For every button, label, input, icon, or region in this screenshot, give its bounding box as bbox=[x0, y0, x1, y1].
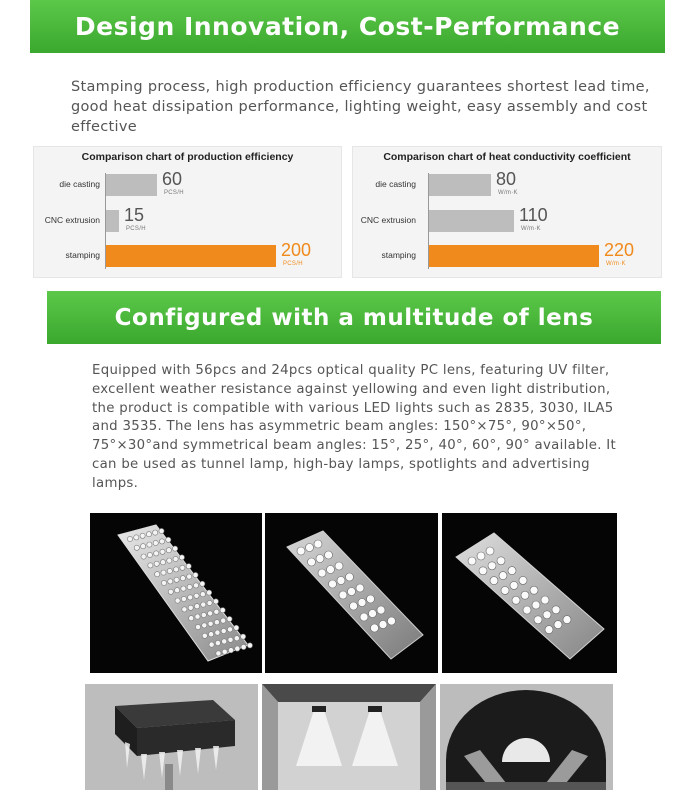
chart-bar bbox=[106, 210, 119, 232]
lens-dot bbox=[234, 636, 239, 641]
banner-title: Design Innovation, Cost-Performance bbox=[74, 12, 621, 41]
lens-dot bbox=[141, 554, 146, 559]
lens-dot bbox=[167, 558, 172, 563]
value-label: 220 bbox=[604, 240, 635, 260]
lens-dot bbox=[174, 567, 179, 572]
lens-dot bbox=[488, 562, 496, 570]
lens-dot bbox=[207, 600, 212, 605]
lens-dot bbox=[166, 537, 171, 542]
lens-dot bbox=[153, 530, 158, 535]
chart-row bbox=[353, 169, 661, 198]
lens-dot bbox=[327, 566, 335, 574]
chart-row bbox=[34, 240, 341, 269]
lens-paragraph: Equipped with 56pcs and 24pcs optical quality PC lens, featuring UV filter, excellent weather resistance against yellowing and even light distribution, the product is compatible with various LED lights such as 2835, 3030, ILA5 and 3535. The lens has asymmetric beam angles: 150°×75°, 90°×50°, 75°×30°and symmetrical beam angles: 15°, 25°, 40°, 60°, 90° available. It can be used as tunnel lamp, high-bay lamps, spotlights and advertising lamps. bbox=[92, 363, 617, 491]
chart-row bbox=[34, 169, 341, 198]
lens-dot bbox=[227, 616, 232, 621]
lens-dot bbox=[360, 613, 368, 621]
lens-dot bbox=[134, 535, 139, 540]
lens-dot bbox=[358, 599, 366, 607]
lens-dot bbox=[188, 605, 193, 610]
lens-dot bbox=[161, 570, 166, 575]
lens-dot bbox=[189, 616, 194, 621]
lens-dot bbox=[329, 580, 337, 588]
lens-dot bbox=[534, 616, 542, 624]
lens-dot bbox=[316, 555, 324, 563]
lens-dot bbox=[220, 608, 225, 613]
chart-bar bbox=[429, 174, 491, 196]
lens-dot bbox=[234, 625, 239, 630]
lens-dot bbox=[510, 581, 518, 589]
lens-dot bbox=[519, 576, 527, 584]
heat-conductivity-chart bbox=[352, 146, 662, 278]
lens-dot bbox=[247, 643, 252, 648]
lens-dot bbox=[541, 596, 549, 604]
lens-dot bbox=[497, 557, 505, 565]
lens-dot bbox=[222, 649, 227, 654]
lens-dot bbox=[154, 561, 159, 566]
lens-dot bbox=[200, 592, 205, 597]
lens-dot bbox=[134, 545, 139, 550]
chart-bar bbox=[106, 174, 157, 196]
lens-dot bbox=[181, 596, 186, 601]
unit-label: PCS/H bbox=[126, 226, 146, 232]
banner-lens bbox=[47, 291, 661, 344]
lens-dot bbox=[141, 544, 146, 549]
lens-24pcs-photo-a bbox=[265, 513, 438, 673]
lens-dot bbox=[200, 581, 205, 586]
lens-dot bbox=[214, 609, 219, 614]
unit-label: W/m·K bbox=[606, 261, 626, 267]
lens-dot bbox=[512, 596, 520, 604]
value-label: 110 bbox=[519, 205, 548, 225]
chart-bar bbox=[429, 210, 514, 232]
chart-title: Comparison chart of heat conductivity coefficient bbox=[383, 151, 631, 163]
lens-dot bbox=[159, 539, 164, 544]
unit-label: W/m·K bbox=[521, 226, 541, 232]
banner-title: Configured with a multitude of lens bbox=[114, 304, 594, 331]
lens-dot bbox=[530, 586, 538, 594]
lens-dot bbox=[216, 651, 221, 656]
lens-dot bbox=[155, 572, 160, 577]
category-label: CNC extrusion bbox=[360, 215, 416, 225]
lens-dot bbox=[209, 642, 214, 647]
lens-dot bbox=[477, 552, 485, 560]
lens-dot bbox=[356, 584, 364, 592]
lens-56pcs-icon bbox=[90, 513, 262, 673]
lens-dot bbox=[147, 552, 152, 557]
lens-dot bbox=[388, 617, 396, 625]
lens-24pcs-icon bbox=[265, 513, 438, 673]
lens-dot bbox=[543, 611, 551, 619]
lens-dot bbox=[174, 577, 179, 582]
lens-dot bbox=[532, 601, 540, 609]
spotlight-illustration bbox=[262, 684, 436, 790]
lens-dot bbox=[188, 595, 193, 600]
lens-dot bbox=[182, 607, 187, 612]
lens-dot bbox=[201, 602, 206, 607]
chart-title: Comparison chart of production efficiency bbox=[81, 151, 294, 163]
lens-dot bbox=[221, 628, 226, 633]
lens-dot bbox=[207, 590, 212, 595]
lens-dot bbox=[222, 639, 227, 644]
lens-dot bbox=[379, 621, 387, 629]
lens-dot bbox=[159, 528, 164, 533]
intro-paragraph: Stamping process, high production efficiency guarantees shortest lead time, good heat dissipation performance, lighting weight, easy assembly and cost effective bbox=[71, 79, 650, 135]
unit-label: W/m·K bbox=[498, 190, 518, 196]
lens-24pcs-photo-b bbox=[442, 513, 617, 673]
chart-row bbox=[353, 205, 661, 234]
lens-dot bbox=[308, 558, 316, 566]
chart-row bbox=[353, 240, 661, 269]
lens-dot bbox=[194, 593, 199, 598]
high-bay-lamp-icon bbox=[85, 684, 258, 790]
category-label: die casting bbox=[375, 179, 416, 189]
lens-dot bbox=[318, 569, 326, 577]
lens-dot bbox=[325, 551, 333, 559]
lens-dot bbox=[350, 602, 358, 610]
lens-dot bbox=[166, 548, 171, 553]
lens-dot bbox=[227, 627, 232, 632]
lens-dot bbox=[221, 618, 226, 623]
chart-bar bbox=[429, 245, 599, 267]
lens-dot bbox=[306, 544, 314, 552]
spotlight-icon bbox=[262, 684, 436, 790]
lens-dot bbox=[167, 568, 172, 573]
tunnel-lamp-illustration bbox=[440, 684, 613, 790]
lens-dot bbox=[181, 586, 186, 591]
lens-dot bbox=[173, 556, 178, 561]
lens-dot bbox=[235, 646, 240, 651]
lens-dot bbox=[148, 563, 153, 568]
lens-dot bbox=[479, 567, 487, 575]
lens-dot bbox=[180, 576, 185, 581]
lens-dot bbox=[523, 606, 531, 614]
lens-dot bbox=[208, 621, 213, 626]
lens-dot bbox=[486, 547, 494, 555]
lens-dot bbox=[195, 624, 200, 629]
value-label: 80 bbox=[496, 169, 517, 189]
lens-dot bbox=[168, 579, 173, 584]
production-efficiency-chart bbox=[33, 146, 342, 278]
lens-dot bbox=[146, 532, 151, 537]
lens-dot bbox=[228, 637, 233, 642]
lens-dot bbox=[186, 564, 191, 569]
lens-dot bbox=[173, 546, 178, 551]
lens-dot bbox=[339, 591, 347, 599]
value-label: 200 bbox=[281, 240, 312, 260]
lens-dot bbox=[201, 612, 206, 617]
lens-dot bbox=[213, 599, 218, 604]
lens-dot bbox=[468, 557, 476, 565]
unit-label: PCS/H bbox=[164, 190, 184, 196]
value-label: 15 bbox=[124, 205, 145, 225]
tunnel-lamp-icon bbox=[440, 684, 613, 790]
category-label: die casting bbox=[59, 179, 100, 189]
lens-dot bbox=[297, 547, 305, 555]
lens-dot bbox=[175, 598, 180, 603]
lens-dot bbox=[193, 572, 198, 577]
lens-dot bbox=[348, 588, 356, 596]
category-label: CNC extrusion bbox=[44, 215, 100, 225]
lens-dot bbox=[161, 580, 166, 585]
lens-dot bbox=[369, 610, 377, 618]
lens-dot bbox=[209, 632, 214, 637]
lens-dot bbox=[160, 549, 165, 554]
lens-dot bbox=[337, 577, 345, 585]
lens-dot bbox=[371, 624, 379, 632]
lens-dot bbox=[228, 648, 233, 653]
lens-dot bbox=[154, 551, 159, 556]
lens-dot bbox=[508, 567, 516, 575]
lens-dot bbox=[194, 604, 199, 609]
lens-dot bbox=[140, 533, 145, 538]
lens-dot bbox=[241, 644, 246, 649]
value-label: 60 bbox=[162, 169, 183, 189]
lens-dot bbox=[187, 584, 192, 589]
lens-dot bbox=[346, 573, 354, 581]
lens-dot bbox=[187, 574, 192, 579]
lens-dot bbox=[545, 626, 553, 634]
lens-dot bbox=[490, 577, 498, 585]
lens-dot bbox=[214, 620, 219, 625]
chart-row bbox=[34, 205, 341, 234]
lens-56pcs-photo bbox=[90, 513, 262, 673]
category-label: stamping bbox=[65, 250, 100, 260]
lens-dot bbox=[552, 606, 560, 614]
lens-dot bbox=[563, 616, 571, 624]
lens-dot bbox=[202, 633, 207, 638]
lens-dot bbox=[195, 614, 200, 619]
lens-dot bbox=[180, 565, 185, 570]
banner-design-innovation bbox=[30, 0, 665, 53]
lens-dot bbox=[367, 595, 375, 603]
lens-dot bbox=[499, 572, 507, 580]
lens-24pcs-icon bbox=[442, 513, 617, 673]
lens-dot bbox=[314, 540, 322, 548]
lens-dot bbox=[160, 560, 165, 565]
unit-label: PCS/H bbox=[283, 261, 303, 267]
high-bay-lamp-illustration bbox=[85, 684, 258, 790]
lens-dot bbox=[521, 591, 529, 599]
lens-dot bbox=[168, 589, 173, 594]
lens-dot bbox=[501, 586, 509, 594]
lens-dot bbox=[153, 540, 158, 545]
lens-dot bbox=[202, 623, 207, 628]
lens-dot bbox=[208, 611, 213, 616]
chart-bar bbox=[106, 245, 276, 267]
lens-dot bbox=[377, 606, 385, 614]
lens-dot bbox=[215, 640, 220, 645]
lens-dot bbox=[127, 536, 132, 541]
lens-dot bbox=[241, 634, 246, 639]
lens-dot bbox=[147, 542, 152, 547]
lens-dot bbox=[175, 588, 180, 593]
lens-dot bbox=[335, 562, 343, 570]
lens-dot bbox=[193, 583, 198, 588]
category-label: stamping bbox=[381, 250, 416, 260]
lens-dot bbox=[554, 621, 562, 629]
lens-dot bbox=[179, 555, 184, 560]
lens-dot bbox=[215, 630, 220, 635]
